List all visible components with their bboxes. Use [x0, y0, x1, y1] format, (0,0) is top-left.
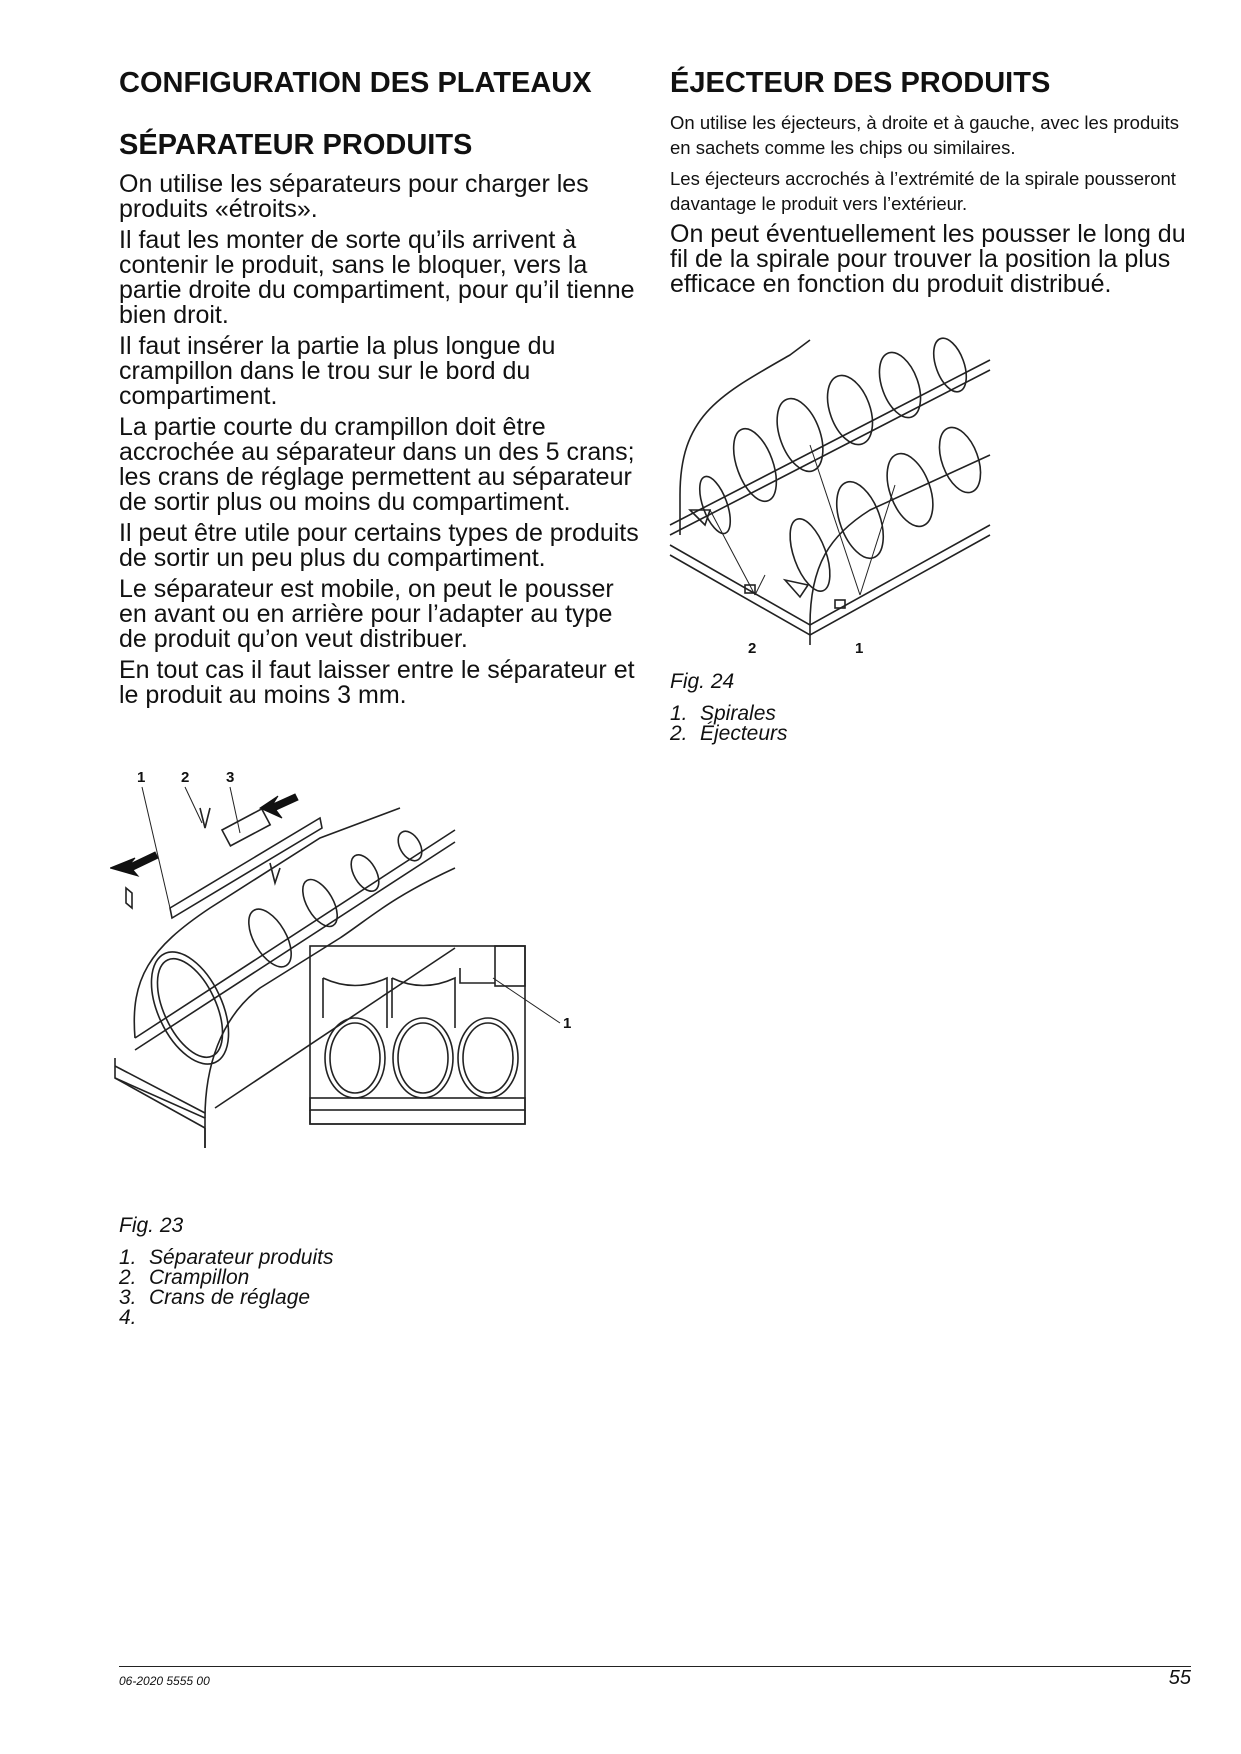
fig24-caption: Fig. 24: [670, 670, 735, 693]
legend-item: 1. Spirales: [670, 702, 776, 725]
paragraph: La partie courte du crampillon doit être accrochée au séparateur dans un des 5 crans; les crans de réglage permettent au séparateur de sortir plus ou moins du compartiment.: [119, 413, 635, 516]
right-column: [670, 62, 1190, 303]
fig24-illustration: [660, 335, 1010, 665]
paragraph: Il faut les monter de sorte qu’ils arrivent à contenir le produit, sans le bloquer, vers la partie droite du compartiment, pour qu’il tienne bien droit.: [119, 226, 635, 329]
fig23-callout-3: 3: [226, 769, 235, 786]
fig23-callout-side-1: 1: [563, 1015, 572, 1032]
fig24-callout-2: 2: [748, 640, 757, 657]
fig23-callout-1: 1: [137, 769, 146, 786]
footer-divider: [119, 1666, 1191, 1667]
page-number: 55: [1168, 1667, 1191, 1689]
legend-item: 3. Crans de réglage: [119, 1286, 311, 1309]
legend-item: 1. Séparateur produits: [119, 1246, 334, 1269]
fig23-callout-2: 2: [181, 769, 190, 786]
paragraph: Les éjecteurs accrochés à l’extrémité de la spirale pousseront davantage le produit vers l’extérieur.: [670, 168, 1176, 214]
legend-item: 2. Éjecteurs: [670, 722, 788, 745]
paragraph: On utilise les éjecteurs, à droite et à gauche, avec les produits en sachets comme les chips ou similaires.: [670, 112, 1180, 158]
section-title-separator: SÉPARATEUR PRODUITS: [119, 129, 473, 161]
paragraph: Le séparateur est mobile, on peut le pousser en avant ou en arrière pour l’adapter au type de produit qu’on veut distribuer.: [119, 575, 614, 653]
fig24-caption-block: [670, 670, 788, 744]
fig24-callout-1: 1: [855, 640, 864, 657]
paragraph: On utilise les séparateurs pour charger les produits «étroits».: [119, 170, 589, 223]
section-title-ejector: ÉJECTEUR DES PRODUITS: [670, 67, 1051, 99]
footer-document-code: 06-2020 5555 00: [119, 1674, 210, 1688]
fig23-illustration: [110, 768, 660, 1208]
legend-item: 2. Crampillon: [119, 1266, 250, 1289]
page-title: CONFIGURATION DES PLATEAUX: [119, 67, 592, 99]
paragraph: On peut éventuellement les pousser le long du fil de la spirale pour trouver la position la plus efficace en fonction du produit distribué.: [670, 220, 1186, 298]
legend-item: 4.: [119, 1306, 137, 1329]
paragraph: En tout cas il faut laisser entre le séparateur et le produit au moins 3 mm.: [119, 656, 635, 709]
paragraph: Il peut être utile pour certains types de produits de sortir un peu plus du compartiment.: [119, 519, 639, 572]
paragraph: Il faut insérer la partie la plus longue du crampillon dans le trou sur le bord du compartiment.: [119, 332, 556, 410]
fig23-caption-block: [119, 1214, 333, 1328]
left-column: [119, 62, 639, 714]
fig24-legend: [670, 704, 788, 744]
fig23-caption: Fig. 23: [119, 1214, 184, 1237]
fig23-legend: [119, 1248, 333, 1328]
